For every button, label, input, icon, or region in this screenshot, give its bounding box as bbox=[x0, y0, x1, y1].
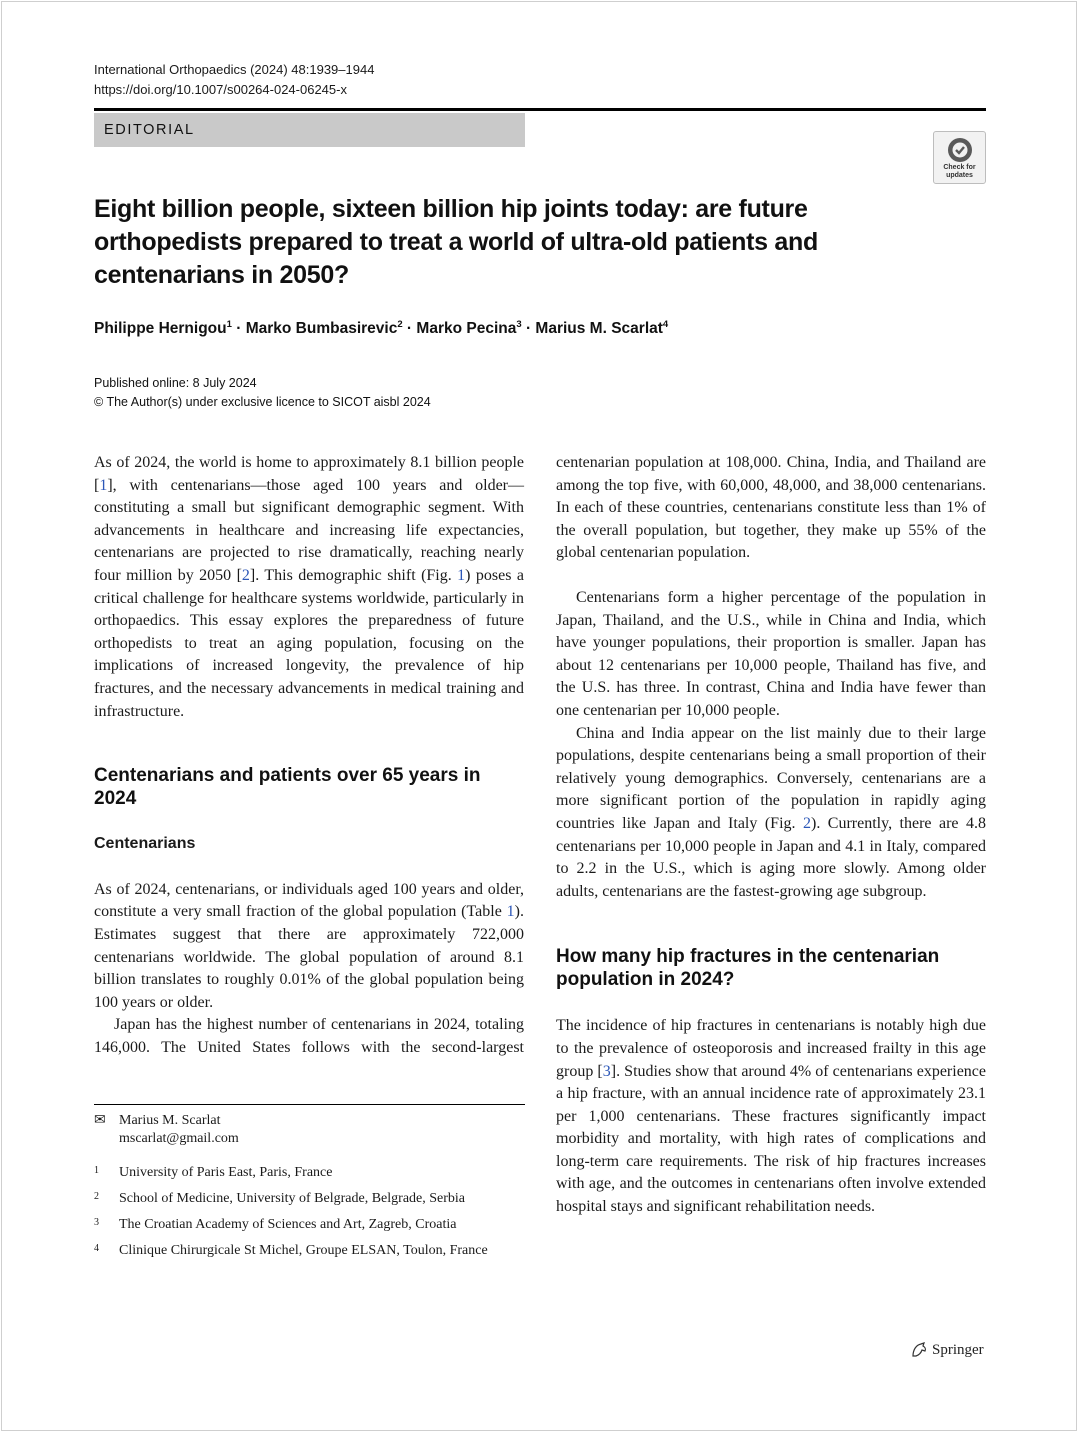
affiliation-number: 1 bbox=[94, 1165, 99, 1176]
author-separator: · bbox=[231, 320, 246, 338]
text-run: China and India appear on the list mainly due to their large populations, despite centenarians being a small proportion of their relatively young demographics. Conversely, centenarians are a more significant portion of the population in rapidly aging countries like Japan and Italy (Fig. bbox=[556, 724, 986, 832]
affiliation-number: 4 bbox=[94, 1243, 99, 1254]
body-paragraph bbox=[556, 1015, 986, 1218]
affiliation-item bbox=[94, 1190, 525, 1208]
author-footnotes bbox=[94, 1104, 525, 1268]
text-run: The incidence of hip fractures in centenarians is notably high due to the prevalence of osteoporosis and increased frailty in this age group [ bbox=[556, 1017, 986, 1080]
section-heading: Centenarians and patients over 65 years in 2024 bbox=[94, 765, 481, 810]
copyright-notice: © The Author(s) under exclusive licence to SICOT aisbl 2024 bbox=[94, 395, 431, 409]
corresponding-author-name: Marius M. Scarlat bbox=[119, 1113, 221, 1128]
publication-info bbox=[94, 374, 431, 412]
affiliation-text: Clinique Chirurgicale St Michel, Groupe ELSAN, Toulon, France bbox=[119, 1243, 488, 1258]
envelope-icon: ✉ bbox=[94, 1113, 106, 1128]
affiliation-item bbox=[94, 1216, 525, 1234]
text-run: ) poses a critical challenge for healthcare systems worldwide, particularly in orthopaedics. This essay explores the preparedness of future orthopedists to treat an aging population, focusing on the implications of increased longevity, the prevalence of hip fractures, and the necessary advancements in medical training and infrastructure. bbox=[94, 566, 525, 720]
text-run: ]. Studies show that around 4% of centenarians experience a hip fracture, with an annual incidence rate of approximately 23.1 per 1,000 centenarians. These fractures significantly impact morbidity and mortality, with high rates of complications and long-term care requirements. The risk of hip fractures increases with age, and the outcomes in centenarians often involve extended hospital stays and significant rehabilitation needs. bbox=[556, 1062, 986, 1216]
author-name[interactable]: Marko Pecina bbox=[416, 320, 517, 338]
text-run: As of 2024, the world is home to approximately 8.1 billion people [ bbox=[94, 454, 524, 494]
author-name[interactable]: Philippe Hernigou bbox=[94, 320, 227, 338]
affiliation-text: The Croatian Academy of Sciences and Art, Zagreb, Croatia bbox=[119, 1217, 457, 1232]
citation-link[interactable]: 2 bbox=[241, 566, 250, 584]
author-name[interactable]: Marko Bumbasirevic bbox=[245, 320, 398, 338]
author-separator: · bbox=[402, 320, 417, 338]
springer-horse-icon bbox=[910, 1341, 928, 1359]
published-date: Published online: 8 July 2024 bbox=[94, 376, 257, 390]
check-badge-label-1: Check for bbox=[943, 164, 976, 171]
affiliation-item bbox=[94, 1242, 525, 1260]
text-run: Centenarians form a higher percentage of the population in Japan, Thailand, and the U.S., while in China and India, which have younger populations, their proportion is smaller. Japan has about 12 centenarians per 10,000 people, Thailand has five, and the U.S. has three. In contrast, China and India have fewer than one centenarian per 10,000 people. bbox=[556, 589, 986, 719]
figure-link[interactable]: 1 bbox=[457, 566, 466, 584]
citation-link[interactable]: 1 bbox=[99, 476, 108, 494]
continued-paragraph bbox=[556, 452, 986, 587]
subsection-heading: Centenarians bbox=[94, 835, 196, 853]
body-paragraph bbox=[94, 879, 524, 1015]
author-list bbox=[94, 319, 668, 338]
figure-link[interactable]: 2 bbox=[803, 814, 811, 832]
text-run: ], with centenarians—those aged 100 years and older—constituting a small but significant demographic segment. With advancements in healthcare and increasing life expectancies, centenarians are projected to rise dramatically, reaching nearly four million by 2050 [ bbox=[94, 476, 524, 584]
publisher-name: Springer bbox=[932, 1341, 984, 1358]
check-badge-label-2: updates bbox=[946, 172, 973, 179]
text-run: Japan has the highest number of centenarians in 2024, totaling 146,000. The United States follows with the second-largest bbox=[94, 1016, 524, 1056]
text-run: ). Currently, there are 4.8 centenarians per 10,000 people in Japan and 4.1 in Italy, compared to 2.2 in the U.S., which is aging more slowly. Among older adults, centenarians are the fastest-growing age subgroup. bbox=[556, 814, 986, 900]
affiliation-item bbox=[94, 1164, 525, 1182]
text-run: As of 2024, centenarians, or individuals aged 100 years and older, constitute a very small fraction of the global population (Table bbox=[94, 880, 524, 921]
journal-header bbox=[94, 60, 374, 100]
author-affiliation-mark: 4 bbox=[662, 319, 669, 330]
intro-paragraph bbox=[94, 452, 524, 723]
check-for-updates-icon bbox=[947, 137, 973, 163]
left-column bbox=[94, 452, 524, 1059]
citation-link[interactable]: 3 bbox=[602, 1062, 611, 1080]
table-link[interactable]: 1 bbox=[506, 903, 515, 921]
body-paragraph-continued bbox=[556, 452, 986, 565]
author-separator: · bbox=[521, 320, 536, 338]
affiliation-number: 3 bbox=[94, 1217, 99, 1228]
check-for-updates-button[interactable] bbox=[933, 131, 986, 184]
header-rule bbox=[94, 108, 986, 111]
body-paragraph bbox=[556, 587, 986, 723]
body-paragraph bbox=[556, 723, 986, 904]
corresponding-author-email[interactable]: mscarlat@gmail.com bbox=[119, 1131, 239, 1146]
author-affiliation-mark: 2 bbox=[397, 319, 403, 330]
author-affiliation-mark: 1 bbox=[226, 319, 232, 330]
doi-link[interactable]: https://doi.org/10.1007/s00264-024-06245-x bbox=[94, 82, 347, 97]
article-title: Eight billion people, sixteen billion hip joints today: are future orthopedists prepared to treat a world of ultra-old patients and centenarians in 2050? bbox=[94, 195, 818, 289]
author-name[interactable]: Marius M. Scarlat bbox=[535, 320, 663, 338]
publisher-logo bbox=[910, 1341, 984, 1359]
journal-citation: International Orthopaedics (2024) 48:1939–1944 bbox=[94, 62, 375, 77]
body-paragraph bbox=[94, 1014, 524, 1059]
correspondence-note bbox=[94, 1112, 525, 1148]
text-run: ). Estimates suggest that there are approximately 722,000 centenarians worldwide. The global population of around 8.1 billion translates to roughly 0.01% of the global population being 100 years or older. bbox=[94, 903, 524, 1011]
affiliation-number: 2 bbox=[94, 1191, 99, 1202]
text-run: centenarian population at 108,000. China, India, and Thailand are among the top five, with 60,000, 48,000, and 38,000 centenarians. In each of these countries, centenarians constitute less than 1% of the overall population, but together, they make up 55% of the global centenarian population. bbox=[556, 454, 986, 562]
text-run: ]. This demographic shift (Fig. bbox=[249, 566, 458, 584]
article-type-banner: EDITORIAL bbox=[94, 113, 525, 147]
affiliation-text: University of Paris East, Paris, France bbox=[119, 1165, 333, 1180]
right-column bbox=[556, 452, 986, 1219]
affiliation-text: School of Medicine, University of Belgrade, Belgrade, Serbia bbox=[119, 1191, 466, 1206]
section-heading: How many hip fractures in the centenarian population in 2024? bbox=[556, 946, 940, 991]
author-affiliation-mark: 3 bbox=[516, 319, 522, 330]
